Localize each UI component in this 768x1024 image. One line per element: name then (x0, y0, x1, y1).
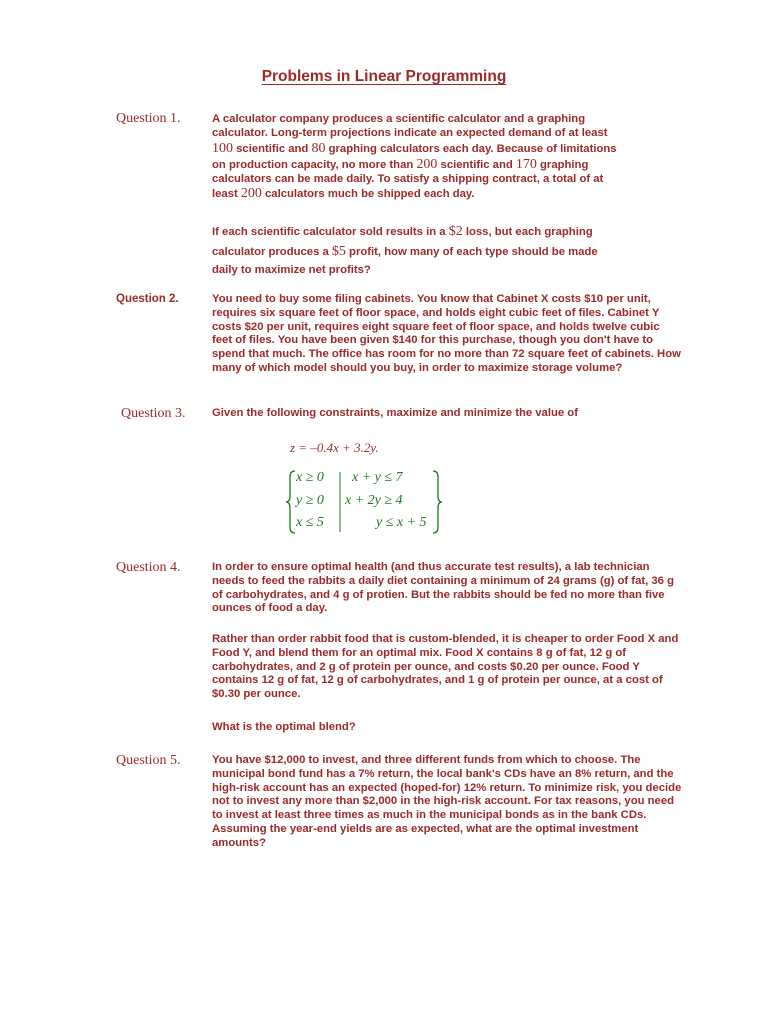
q1-line-6: least 200 calculators much be shipped each day. (212, 186, 475, 202)
number-100: 100 (212, 140, 233, 156)
question-4-label: Question 4. (116, 560, 181, 575)
q1-line-1: A calculator company produces a scientific calculator and a graphing (212, 113, 586, 125)
number-200: 200 (416, 156, 438, 172)
loss-amount: $2 (448, 224, 463, 239)
q1-line-3: 100 scientific and 80 graphing calculators each day. Because of limitations (212, 140, 617, 156)
question-3-text: Given the following constraints, maximize and minimize the value of (212, 407, 578, 419)
q1-line-5: calculators can be made daily. To satisfy a shipping contract, a total of at (212, 172, 604, 185)
constraint-system (286, 468, 446, 536)
question-2-label: Question 2. (116, 293, 179, 305)
constraint-x-max: x ≤ 5 (296, 515, 324, 530)
constraint-x-2y: x + 2y ≥ 4 (345, 493, 403, 508)
q1-line-2: calculator. Long-term projections indicate an expected demand of at least (212, 126, 608, 139)
question-2-text: You need to buy some filing cabinets. You know that Cabinet X costs $10 per unit, requires six square feet of floor space, and holds eight cubic feet of files. Cabinet Y costs $20 per unit, requires eight square feet of floor space, and holds twelve cubic feet of files. You have been given $140 for this purchase, though you don't have to spend that much. The office has room for no more than 72 square feet of cabinets. How many of which model should you buy, in order to maximize storage volume? (212, 293, 681, 374)
constraint-y-nonneg: y ≥ 0 (296, 493, 324, 508)
number-200: 200 (240, 186, 262, 202)
objective-function: z = –0.4x + 3.2y. (290, 440, 379, 455)
question-5-label: Question 5. (116, 753, 181, 768)
q1-line-4: on production capacity, no more than 200 scientific and 170 graphing (212, 156, 589, 172)
question-3-label: Question 3. (121, 406, 186, 421)
question-1-label: Question 1. (116, 111, 181, 126)
constraint-y-le: y ≤ x + 5 (376, 515, 427, 530)
constraint-sum: x + y ≤ 7 (352, 470, 403, 485)
q1-line-7: If each scientific calculator sold results in a $2 loss, but each graphing (212, 224, 593, 239)
constraint-x-nonneg: x ≥ 0 (296, 470, 324, 485)
question-4-paragraph-2: Rather than order rabbit food that is custom-blended, it is cheaper to order Food X and Food Y, and blend them for an optimal mix. Food X contains 8 g of fat, 12 g of carbohydrates, and 2 g of protein per ounce, and costs $0.20 per ounce. Food Y contains 12 g of fat, 12 g of carbohydrates, and 1 g of protein per ounce, at a cost of $0.30 per ounce. (212, 633, 679, 701)
number-80: 80 (311, 140, 326, 156)
question-5-text: You have $12,000 to invest, and three different funds from which to choose. The municipal bond fund has a 7% return, the local bank's CDs have an 8% return, and the high-risk account has an expected (hoped-for) 12% return. To minimize risk, you decide not to invest any more than $2,000 in the high-risk account. For tax reasons, you need to invest at least three times as much in the municipal bonds as in the bank CDs. Assuming the year-end yields are as expected, what are the optimal investment amounts? (212, 754, 682, 849)
q1-line-8: calculator produces a $5 profit, how many of each type should be made (212, 244, 598, 259)
question-4-paragraph-3: What is the optimal blend? (212, 721, 356, 733)
question-4-paragraph-1: In order to ensure optimal health (and thus accurate test results), a lab technician needs to feed the rabbits a daily diet containing a minimum of 24 grams (g) of fat, 36 g of carbohydrates, and 4 g of protien. But the rabbits should be fed no more than five ounces of food a day. (212, 561, 674, 615)
question-1-text (212, 113, 682, 202)
profit-amount: $5 (331, 244, 346, 259)
q1-line-9: daily to maximize net profits? (212, 264, 371, 276)
page-title: Problems in Linear Programming (261, 68, 507, 85)
number-170: 170 (515, 156, 537, 172)
question-1-text-2 (212, 222, 682, 279)
